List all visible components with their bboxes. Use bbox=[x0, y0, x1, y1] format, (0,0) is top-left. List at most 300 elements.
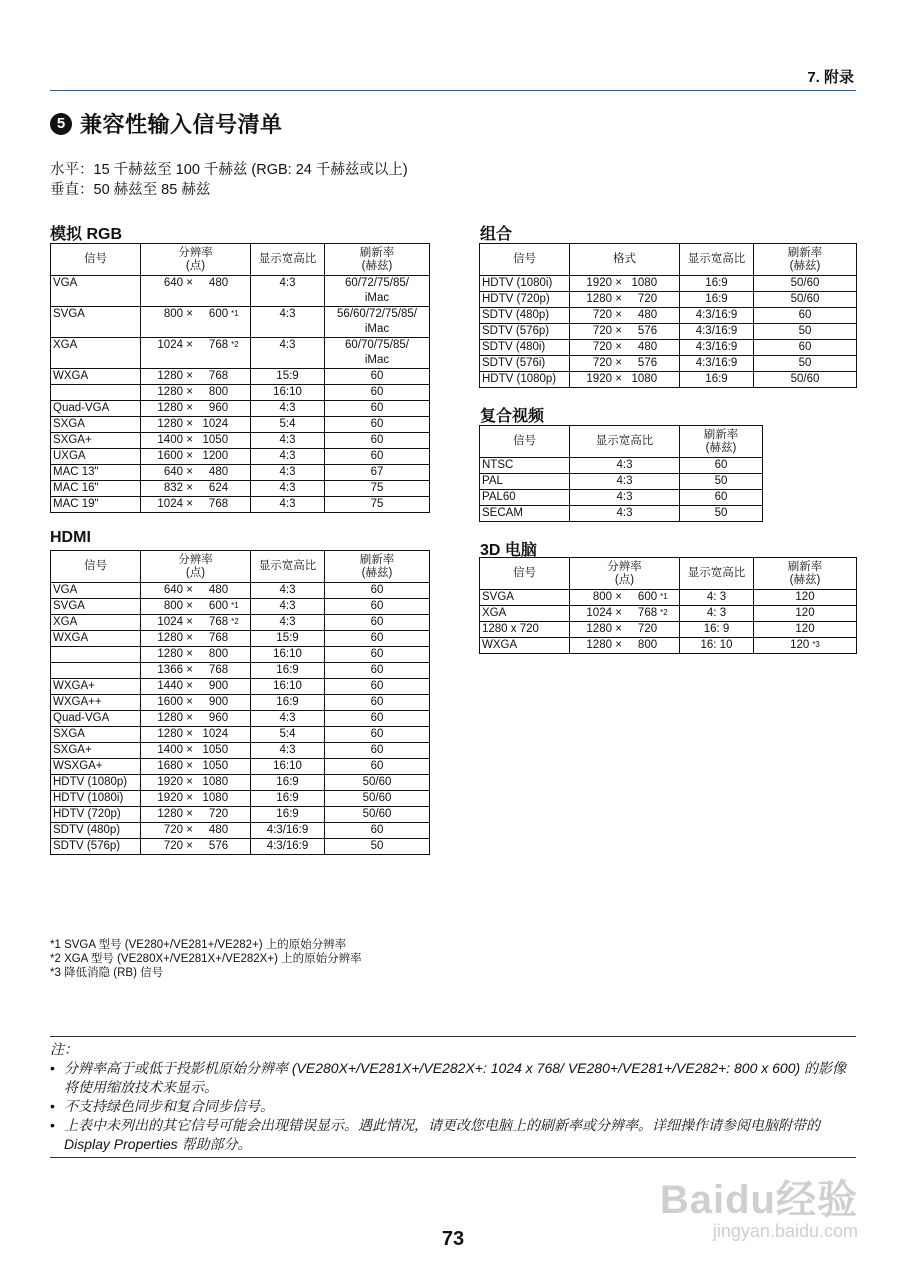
footnote-marker: *1 bbox=[231, 601, 239, 610]
resolution-cell bbox=[141, 663, 251, 679]
table-row bbox=[480, 638, 857, 654]
signal-cell: MAC 19" bbox=[51, 497, 141, 513]
refresh-cell: 60 bbox=[680, 490, 763, 506]
res-height: 900 bbox=[208, 680, 229, 692]
analog-rgb-title: 模拟 RGB bbox=[50, 226, 123, 243]
res-width: 1280 bbox=[157, 728, 183, 740]
res-width: 1024 bbox=[586, 607, 612, 619]
signal-cell bbox=[51, 385, 141, 401]
times-sign: × bbox=[612, 591, 626, 603]
table-row bbox=[480, 324, 857, 340]
times-sign: × bbox=[612, 623, 626, 635]
note-item bbox=[50, 1059, 860, 1097]
table-row bbox=[480, 340, 857, 356]
aspect-cell: 16:10 bbox=[251, 385, 325, 401]
res-width: 1280 bbox=[157, 386, 183, 398]
res-width: 1920 bbox=[157, 792, 183, 804]
signal-cell: SXGA+ bbox=[51, 433, 141, 449]
signal-cell: SXGA bbox=[51, 727, 141, 743]
watermark-url: jingyan.baidu.com bbox=[712, 1221, 858, 1241]
resolution-cell bbox=[141, 481, 251, 497]
res-height: 900 bbox=[208, 696, 229, 708]
signal-cell: HDTV (1080i) bbox=[51, 791, 141, 807]
resolution-cell bbox=[141, 695, 251, 711]
aspect-cell: 16:9 bbox=[251, 695, 325, 711]
refresh-cell: 60 bbox=[325, 647, 430, 663]
res-width: 1280 bbox=[157, 370, 183, 382]
aspect-cell: 4:3 bbox=[251, 583, 325, 599]
table-row bbox=[51, 791, 430, 807]
res-width: 1680 bbox=[157, 760, 183, 772]
resolution-cell bbox=[570, 340, 680, 356]
note-item bbox=[50, 1116, 860, 1154]
notes-top-rule bbox=[50, 1036, 856, 1037]
refresh-cell: 60 bbox=[325, 759, 430, 775]
table-row bbox=[51, 465, 430, 481]
res-width: 1440 bbox=[157, 680, 183, 692]
aspect-cell: 4:3 bbox=[251, 465, 325, 481]
section-title bbox=[50, 108, 283, 139]
aspect-cell: 4:3/16:9 bbox=[680, 324, 754, 340]
column-header: 信号 bbox=[480, 558, 570, 590]
res-height: 1024 bbox=[202, 418, 229, 430]
footnote-1: *1 SVGA 型号 (VE280+/VE281+/VE282+) 上的原始分辨率 bbox=[50, 939, 347, 951]
signal-cell: WXGA bbox=[480, 638, 570, 654]
times-sign: × bbox=[183, 664, 197, 676]
signal-cell: MAC 16" bbox=[51, 481, 141, 497]
res-width: 1600 bbox=[157, 696, 183, 708]
refresh-cell: 60 bbox=[325, 369, 430, 385]
res-height: 720 bbox=[637, 293, 658, 305]
aspect-cell: 16:9 bbox=[680, 372, 754, 388]
res-width: 1024 bbox=[157, 498, 183, 510]
aspect-cell: 5:4 bbox=[251, 727, 325, 743]
aspect-cell: 4:3 bbox=[251, 615, 325, 631]
res-width: 720 bbox=[592, 309, 612, 321]
refresh-cell: 50/60 bbox=[754, 292, 857, 308]
signal-cell: SDTV (480i) bbox=[480, 340, 570, 356]
column-header: 信号 bbox=[51, 551, 141, 583]
times-sign: × bbox=[612, 639, 626, 651]
column-header: 格式 bbox=[570, 244, 680, 276]
resolution-cell bbox=[570, 324, 680, 340]
table-row bbox=[480, 474, 763, 490]
note-bullet: • bbox=[50, 1060, 55, 1076]
footnote-marker: *1 bbox=[660, 592, 668, 601]
res-width: 1280 bbox=[157, 402, 183, 414]
res-width: 1600 bbox=[157, 450, 183, 462]
note-bullet: • bbox=[50, 1117, 55, 1133]
resolution-cell bbox=[141, 615, 251, 631]
res-width: 1920 bbox=[586, 277, 612, 289]
signal-cell: HDTV (1080p) bbox=[480, 372, 570, 388]
footnote-marker: *2 bbox=[231, 340, 239, 349]
column-header: 刷新率 (赫兹) bbox=[754, 244, 857, 276]
footnote-3: *3 降低消隐 (RB) 信号 bbox=[50, 967, 164, 979]
res-height: 1024 bbox=[202, 728, 229, 740]
section-title-text: 兼容性输入信号清单 bbox=[80, 112, 283, 137]
resolution-cell bbox=[141, 727, 251, 743]
signal-cell: Quad-VGA bbox=[51, 401, 141, 417]
res-height: 960 bbox=[208, 712, 229, 724]
aspect-cell: 15:9 bbox=[251, 631, 325, 647]
table-row bbox=[51, 599, 430, 615]
signal-cell: WXGA++ bbox=[51, 695, 141, 711]
aspect-cell: 4:3/16:9 bbox=[680, 340, 754, 356]
res-height: 800 bbox=[637, 639, 658, 651]
signal-cell: NTSC bbox=[480, 458, 570, 474]
signal-cell: WXGA bbox=[51, 631, 141, 647]
signal-cell: SDTV (576p) bbox=[480, 324, 570, 340]
resolution-cell bbox=[141, 385, 251, 401]
times-sign: × bbox=[183, 277, 197, 289]
signal-cell: WXGA bbox=[51, 369, 141, 385]
res-width: 1280 bbox=[157, 808, 183, 820]
res-height: 800 bbox=[208, 386, 229, 398]
times-sign: × bbox=[183, 760, 197, 772]
aspect-cell: 4: 3 bbox=[680, 606, 754, 622]
signal-cell: WXGA+ bbox=[51, 679, 141, 695]
table-row bbox=[51, 481, 430, 497]
note-item bbox=[50, 1097, 860, 1116]
resolution-cell bbox=[141, 647, 251, 663]
res-height: 600 bbox=[208, 600, 229, 612]
table-row bbox=[480, 590, 857, 606]
refresh-cell: 60/72/75/85/ iMac bbox=[325, 276, 430, 307]
times-sign: × bbox=[183, 696, 197, 708]
aspect-cell: 16:9 bbox=[251, 807, 325, 823]
res-height: 768 bbox=[208, 616, 229, 628]
res-width: 720 bbox=[592, 357, 612, 369]
times-sign: × bbox=[183, 498, 197, 510]
res-height: 576 bbox=[637, 357, 658, 369]
times-sign: × bbox=[183, 308, 197, 320]
res-height: 768 bbox=[208, 632, 229, 644]
column-header: 显示宽高比 bbox=[251, 244, 325, 276]
footnote-marker: *2 bbox=[231, 617, 239, 626]
footnotes bbox=[50, 938, 362, 980]
column-header: 分辨率 (点) bbox=[141, 244, 251, 276]
refresh-cell: 75 bbox=[325, 481, 430, 497]
res-width: 720 bbox=[592, 341, 612, 353]
res-height: 480 bbox=[637, 341, 658, 353]
resolution-cell bbox=[141, 417, 251, 433]
resolution-cell bbox=[570, 292, 680, 308]
res-width: 1280 bbox=[157, 418, 183, 430]
signal-cell: SDTV (480p) bbox=[480, 308, 570, 324]
header-rule bbox=[50, 90, 856, 91]
times-sign: × bbox=[612, 293, 626, 305]
refresh-cell: 50 bbox=[680, 506, 763, 522]
res-height: 768 bbox=[208, 664, 229, 676]
times-sign: × bbox=[183, 840, 197, 852]
refresh-cell: 50/60 bbox=[754, 276, 857, 292]
signal-cell: 1280 x 720 bbox=[480, 622, 570, 638]
table-row bbox=[51, 631, 430, 647]
times-sign: × bbox=[612, 357, 626, 369]
signal-cell: PAL bbox=[480, 474, 570, 490]
table-row bbox=[51, 839, 430, 855]
refresh-cell: 60 bbox=[325, 401, 430, 417]
watermark-logo: Baidu经验 bbox=[659, 1178, 858, 1222]
res-width: 800 bbox=[163, 600, 183, 612]
res-height: 480 bbox=[208, 466, 229, 478]
notes-block bbox=[50, 1040, 860, 1154]
signal-cell: HDTV (720p) bbox=[480, 292, 570, 308]
refresh-cell: 60 bbox=[325, 615, 430, 631]
refresh-cell: 60 bbox=[325, 449, 430, 465]
res-width: 1024 bbox=[157, 339, 183, 351]
table-row bbox=[480, 372, 857, 388]
refresh-cell: 60 bbox=[754, 340, 857, 356]
res-width: 1920 bbox=[157, 776, 183, 788]
times-sign: × bbox=[612, 325, 626, 337]
signal-cell: XGA bbox=[51, 338, 141, 369]
refresh-cell: 56/60/72/75/85/ iMac bbox=[325, 307, 430, 338]
resolution-cell bbox=[141, 823, 251, 839]
intro-vertical: 垂直：50 赫兹至 85 赫兹 bbox=[50, 182, 211, 198]
table-row bbox=[480, 606, 857, 622]
times-sign: × bbox=[183, 386, 197, 398]
table-row bbox=[51, 417, 430, 433]
resolution-cell bbox=[141, 839, 251, 855]
footnote-marker: *2 bbox=[660, 608, 668, 617]
resolution-cell bbox=[141, 369, 251, 385]
refresh-cell: 50/60 bbox=[325, 807, 430, 823]
resolution-cell bbox=[141, 583, 251, 599]
refresh-cell: 60 bbox=[325, 823, 430, 839]
res-width: 1400 bbox=[157, 744, 183, 756]
times-sign: × bbox=[612, 309, 626, 321]
aspect-cell: 4:3 bbox=[570, 506, 680, 522]
table-row bbox=[51, 385, 430, 401]
refresh-cell: 60 bbox=[680, 458, 763, 474]
signal-cell: HDTV (1080p) bbox=[51, 775, 141, 791]
aspect-cell: 16:10 bbox=[251, 679, 325, 695]
resolution-cell bbox=[141, 433, 251, 449]
table-row bbox=[480, 356, 857, 372]
notes-bottom-rule bbox=[50, 1157, 856, 1158]
refresh-cell: 50 bbox=[754, 356, 857, 372]
refresh-cell: 60 bbox=[325, 711, 430, 727]
resolution-cell bbox=[141, 743, 251, 759]
composite-title: 复合视频 bbox=[480, 408, 545, 425]
times-sign: × bbox=[183, 728, 197, 740]
res-height: 1080 bbox=[631, 277, 658, 289]
res-width: 1400 bbox=[157, 434, 183, 446]
column-header: 显示宽高比 bbox=[570, 426, 680, 458]
signal-cell: UXGA bbox=[51, 449, 141, 465]
resolution-cell bbox=[141, 711, 251, 727]
aspect-cell: 4:3/16:9 bbox=[680, 308, 754, 324]
resolution-cell bbox=[141, 759, 251, 775]
signal-cell: SXGA+ bbox=[51, 743, 141, 759]
table-row bbox=[51, 663, 430, 679]
column-header: 分辨率 (点) bbox=[570, 558, 680, 590]
aspect-cell: 4:3 bbox=[251, 599, 325, 615]
column-header: 显示宽高比 bbox=[680, 244, 754, 276]
table-row bbox=[51, 711, 430, 727]
hdmi-title: HDMI bbox=[50, 529, 91, 546]
column-header: 刷新率 (赫兹) bbox=[680, 426, 763, 458]
refresh-cell: 60 bbox=[325, 679, 430, 695]
refresh-cell: 120 bbox=[754, 622, 857, 638]
signal-cell bbox=[51, 663, 141, 679]
resolution-cell bbox=[141, 807, 251, 823]
page-number: 73 bbox=[441, 1228, 465, 1250]
note-text: 上表中未列出的其它信号可能会出现错误显示。遇此情况，请更改您电脑上的刷新率或分辨率。详细操作请参阅电脑附带的 Display Properties 帮助部分。 bbox=[64, 1117, 820, 1152]
refresh-cell: 60 bbox=[325, 417, 430, 433]
times-sign: × bbox=[612, 277, 626, 289]
column-header: 信号 bbox=[51, 244, 141, 276]
res-width: 800 bbox=[592, 591, 612, 603]
res-width: 1280 bbox=[157, 648, 183, 660]
resolution-cell bbox=[141, 307, 251, 338]
refresh-cell: 60 bbox=[325, 583, 430, 599]
res-height: 1050 bbox=[202, 760, 229, 772]
res-height: 720 bbox=[637, 623, 658, 635]
refresh-cell: 50/60 bbox=[325, 775, 430, 791]
aspect-cell: 16:9 bbox=[680, 276, 754, 292]
resolution-cell bbox=[570, 606, 680, 622]
res-height: 800 bbox=[208, 648, 229, 660]
res-height: 600 bbox=[208, 308, 229, 320]
column-header: 信号 bbox=[480, 244, 570, 276]
signal-cell: Quad-VGA bbox=[51, 711, 141, 727]
resolution-cell bbox=[570, 372, 680, 388]
aspect-cell: 4:3 bbox=[570, 490, 680, 506]
signal-cell: XGA bbox=[51, 615, 141, 631]
refresh-cell: 60 bbox=[325, 385, 430, 401]
times-sign: × bbox=[183, 712, 197, 724]
res-width: 640 bbox=[163, 277, 183, 289]
res-width: 800 bbox=[163, 308, 183, 320]
times-sign: × bbox=[183, 418, 197, 430]
table-row bbox=[480, 458, 763, 474]
times-sign: × bbox=[183, 584, 197, 596]
table-row bbox=[51, 276, 430, 307]
table-row bbox=[51, 338, 430, 369]
res-height: 576 bbox=[637, 325, 658, 337]
component-title: 组合 bbox=[480, 226, 513, 243]
table-row bbox=[480, 276, 857, 292]
times-sign: × bbox=[183, 600, 197, 612]
resolution-cell bbox=[141, 631, 251, 647]
refresh-cell: 120 $^{*3}$ bbox=[754, 638, 857, 654]
note-bullet: • bbox=[50, 1098, 55, 1114]
res-height: 480 bbox=[208, 824, 229, 836]
table-row bbox=[480, 622, 857, 638]
times-sign: × bbox=[183, 792, 197, 804]
res-width: 640 bbox=[163, 584, 183, 596]
times-sign: × bbox=[612, 341, 626, 353]
times-sign: × bbox=[612, 607, 626, 619]
hdmi-table bbox=[50, 550, 430, 855]
res-height: 768 bbox=[208, 339, 229, 351]
signal-cell: VGA bbox=[51, 276, 141, 307]
res-height: 768 bbox=[637, 607, 658, 619]
refresh-cell: 60 bbox=[325, 695, 430, 711]
res-height: 1050 bbox=[202, 434, 229, 446]
aspect-cell: 16:10 bbox=[251, 759, 325, 775]
refresh-cell: 50 bbox=[754, 324, 857, 340]
res-width: 720 bbox=[592, 325, 612, 337]
signal-cell: SVGA bbox=[51, 599, 141, 615]
times-sign: × bbox=[183, 450, 197, 462]
table-row bbox=[51, 775, 430, 791]
table-row bbox=[51, 449, 430, 465]
table-row bbox=[51, 615, 430, 631]
aspect-cell: 4:3 bbox=[570, 474, 680, 490]
res-height: 1080 bbox=[202, 776, 229, 788]
table-row bbox=[51, 647, 430, 663]
aspect-cell: 15:9 bbox=[251, 369, 325, 385]
times-sign: × bbox=[183, 680, 197, 692]
signal-cell: SDTV (576p) bbox=[51, 839, 141, 855]
aspect-cell: 16: 9 bbox=[680, 622, 754, 638]
refresh-cell: 60 bbox=[325, 433, 430, 449]
aspect-cell: 4:3 bbox=[251, 481, 325, 497]
resolution-cell bbox=[570, 356, 680, 372]
signal-cell bbox=[51, 647, 141, 663]
section-number-badge: 5 bbox=[50, 113, 72, 135]
res-height: 480 bbox=[637, 309, 658, 321]
table-row bbox=[51, 727, 430, 743]
refresh-cell: 50 bbox=[680, 474, 763, 490]
refresh-cell: 75 bbox=[325, 497, 430, 513]
res-height: 768 bbox=[208, 370, 229, 382]
res-height: 576 bbox=[208, 840, 229, 852]
intro-text bbox=[50, 160, 408, 200]
refresh-cell: 60 bbox=[325, 663, 430, 679]
res-height: 720 bbox=[208, 808, 229, 820]
signal-cell: SXGA bbox=[51, 417, 141, 433]
resolution-cell bbox=[141, 465, 251, 481]
times-sign: × bbox=[183, 808, 197, 820]
res-height: 480 bbox=[208, 277, 229, 289]
times-sign: × bbox=[183, 648, 197, 660]
column-header: 信号 bbox=[480, 426, 570, 458]
signal-cell: WSXGA+ bbox=[51, 759, 141, 775]
times-sign: × bbox=[183, 616, 197, 628]
column-header: 刷新率 (赫兹) bbox=[325, 551, 430, 583]
res-height: 600 bbox=[637, 591, 658, 603]
res-width: 720 bbox=[163, 824, 183, 836]
aspect-cell: 5:4 bbox=[251, 417, 325, 433]
table-row bbox=[51, 743, 430, 759]
times-sign: × bbox=[183, 776, 197, 788]
aspect-cell: 4:3 bbox=[251, 276, 325, 307]
column-header: 分辨率 (点) bbox=[141, 551, 251, 583]
times-sign: × bbox=[183, 744, 197, 756]
refresh-cell: 120 bbox=[754, 606, 857, 622]
table-row bbox=[51, 401, 430, 417]
res-width: 1280 bbox=[586, 623, 612, 635]
aspect-cell: 16:9 bbox=[680, 292, 754, 308]
aspect-cell: 4:3 bbox=[251, 307, 325, 338]
resolution-cell bbox=[141, 449, 251, 465]
aspect-cell: 4:3 bbox=[251, 449, 325, 465]
res-width: 640 bbox=[163, 466, 183, 478]
aspect-cell: 4:3 bbox=[251, 401, 325, 417]
footnote-marker: *3 bbox=[812, 640, 820, 649]
res-height: 480 bbox=[208, 584, 229, 596]
chapter-label: 7. 附录 bbox=[807, 69, 854, 86]
footnote-marker: *1 bbox=[231, 309, 239, 318]
aspect-cell: 4:3 bbox=[251, 497, 325, 513]
resolution-cell bbox=[570, 622, 680, 638]
aspect-cell: 16:9 bbox=[251, 791, 325, 807]
